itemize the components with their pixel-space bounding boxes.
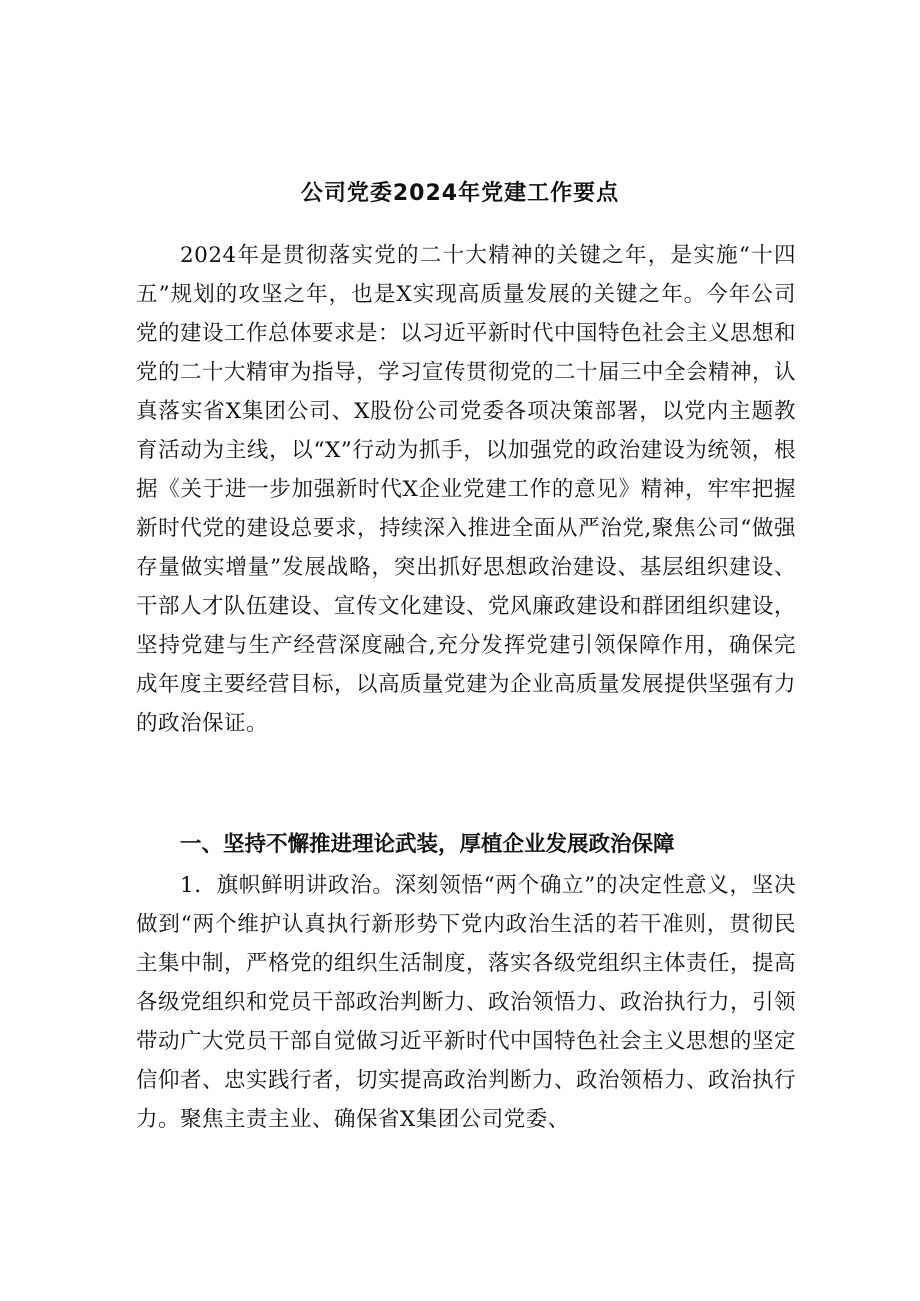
section-paragraph-1: 1．旗帜鲜明讲政治。深刻领悟“两个确立”的决定性意义，坚决做到“两个维护认真执行新形势下党内政治生活的若干准则，贯彻民主集中制，严格党的组织生活制度，落实各级党组织主体责任，提高各级党组织和党员干部政治判断力、政治领悟力、政治执行力，引领带动广大党员干部自觉做习近平新时代中国特色社会主义思想的坚定信仰者、忠实践行者，切实提高政治判断力、政治领梧力、政治执行力。聚焦主责主业、确保省X集团公司党委、	[136, 873, 797, 1132]
document-title: 公司党委2024年党建工作要点	[300, 181, 620, 206]
section-heading-1: 一、坚持不懈推进理论武装，厚植企业发展政治保障	[180, 832, 675, 857]
intro-paragraph: 2024年是贯彻落实党的二十大精神的关键之年，是实施“十四五”规划的攻坚之年，也是X实现高质量发展的关键之年。今年公司党的建设工作总体要求是：以习近平新时代中国特色社会主义思想和党的二十大精审为指导，学习宣传贯彻党的二十届三中全会精神，认真落实省X集团公司、X股份公司党委各项决策部署，以党内主题教育活动为主线，以“X”行动为抓手，以加强党的政治建设为统领，根据《关于进一步加强新时代X企业党建工作的意见》精神，牢牢把握新时代党的建设总要求，持续深入推进全面从严治党,聚焦公司“做强存量做实增量”发展战略，突出抓好思想政治建设、基层组织建设、干部人才队伍建设、宣传文化建设、党风廉政建设和群团组织建设，坚持党建与生产经营深度融合,充分发挥党建引领保障作用，确保完成年度主要经营目标，以高质量党建为企业高质量发展提供坚强有力的政治保证。	[136, 243, 797, 736]
